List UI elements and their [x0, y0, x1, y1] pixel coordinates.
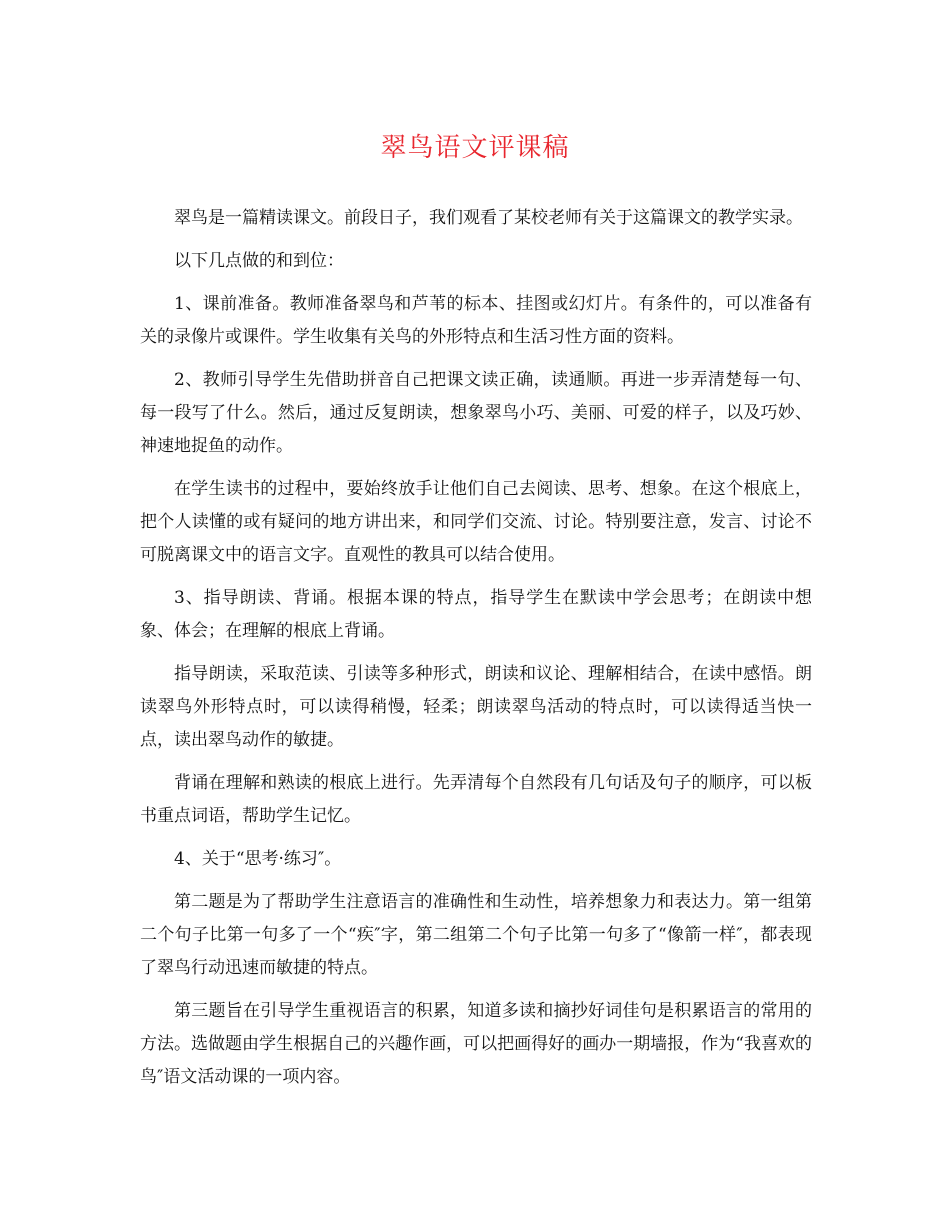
- paragraph-exercise-2: 第二题是为了帮助学生注意语言的准确性和生动性，培养想象力和表达力。第一组第二个句子比第一句多了一个“疾″字，第二组第二个句子比第一句多了“像箭一样″，都表现了翠鸟行动迅速而敏捷的特点。: [140, 892, 812, 978]
- paragraph-intro: 翠鸟是一篇精读课文。前段日子，我们观看了某校老师有关于这篇课文的教学实录。: [174, 208, 803, 228]
- paragraph-point-3-reading: 指导朗读，采取范读、引读等多种形式，朗读和议论、理解相结合，在读中感悟。朗读翠鸟外形特点时，可以读得稍慢，轻柔；朗读翠鸟活动的特点时，可以读得适当快一点，读出翠鸟动作的敏捷。: [140, 664, 812, 750]
- paragraph-point-2: 2、教师引导学生先借助拼音自己把课文读正确，读通顺。再进一步弄清楚每一句、每一段写了什么。然后，通过反复朗读，想象翠鸟小巧、美丽、可爱的样子，以及巧妙、神速地捉鱼的动作。: [140, 370, 812, 456]
- paragraph-point-4: 4、关于“思考·练习″。: [174, 849, 342, 869]
- paragraph-point-2-detail: 在学生读书的过程中，要始终放手让他们自己去阅读、思考、想象。在这个根底上，把个人读懂的或有疑问的地方讲出来，和同学们交流、讨论。特别要注意，发言、讨论不可脱离课文中的语言文字。直观性的教具可以结合使用。: [140, 479, 812, 565]
- paragraph-exercise-3: 第三题旨在引导学生重视语言的积累，知道多读和摘抄好词佳句是积累语言的常用的方法。选做题由学生根据自己的兴趣作画，可以把画得好的画办一期墙报，作为“我喜欢的鸟″语文活动课的一项内容。: [140, 1001, 812, 1087]
- paragraph-point-1: 1、课前准备。教师准备翠鸟和芦苇的标本、挂图或幻灯片。有条件的，可以准备有关的录像片或课件。学生收集有关鸟的外形特点和生活习性方面的资料。: [140, 294, 812, 347]
- paragraph-point-3: 3、指导朗读、背诵。根据本课的特点，指导学生在默读中学会思考；在朗读中想象、体会；在理解的根底上背诵。: [140, 588, 812, 641]
- paragraph-highlights-heading: 以下几点做的和到位：: [174, 251, 344, 271]
- document-body: [140, 202, 812, 1104]
- paragraph-point-3-recitation: 背诵在理解和熟读的根底上进行。先弄清每个自然段有几句话及句子的顺序，可以板书重点词语，帮助学生记忆。: [140, 773, 812, 826]
- document-title: 翠鸟语文评课稿: [380, 133, 570, 163]
